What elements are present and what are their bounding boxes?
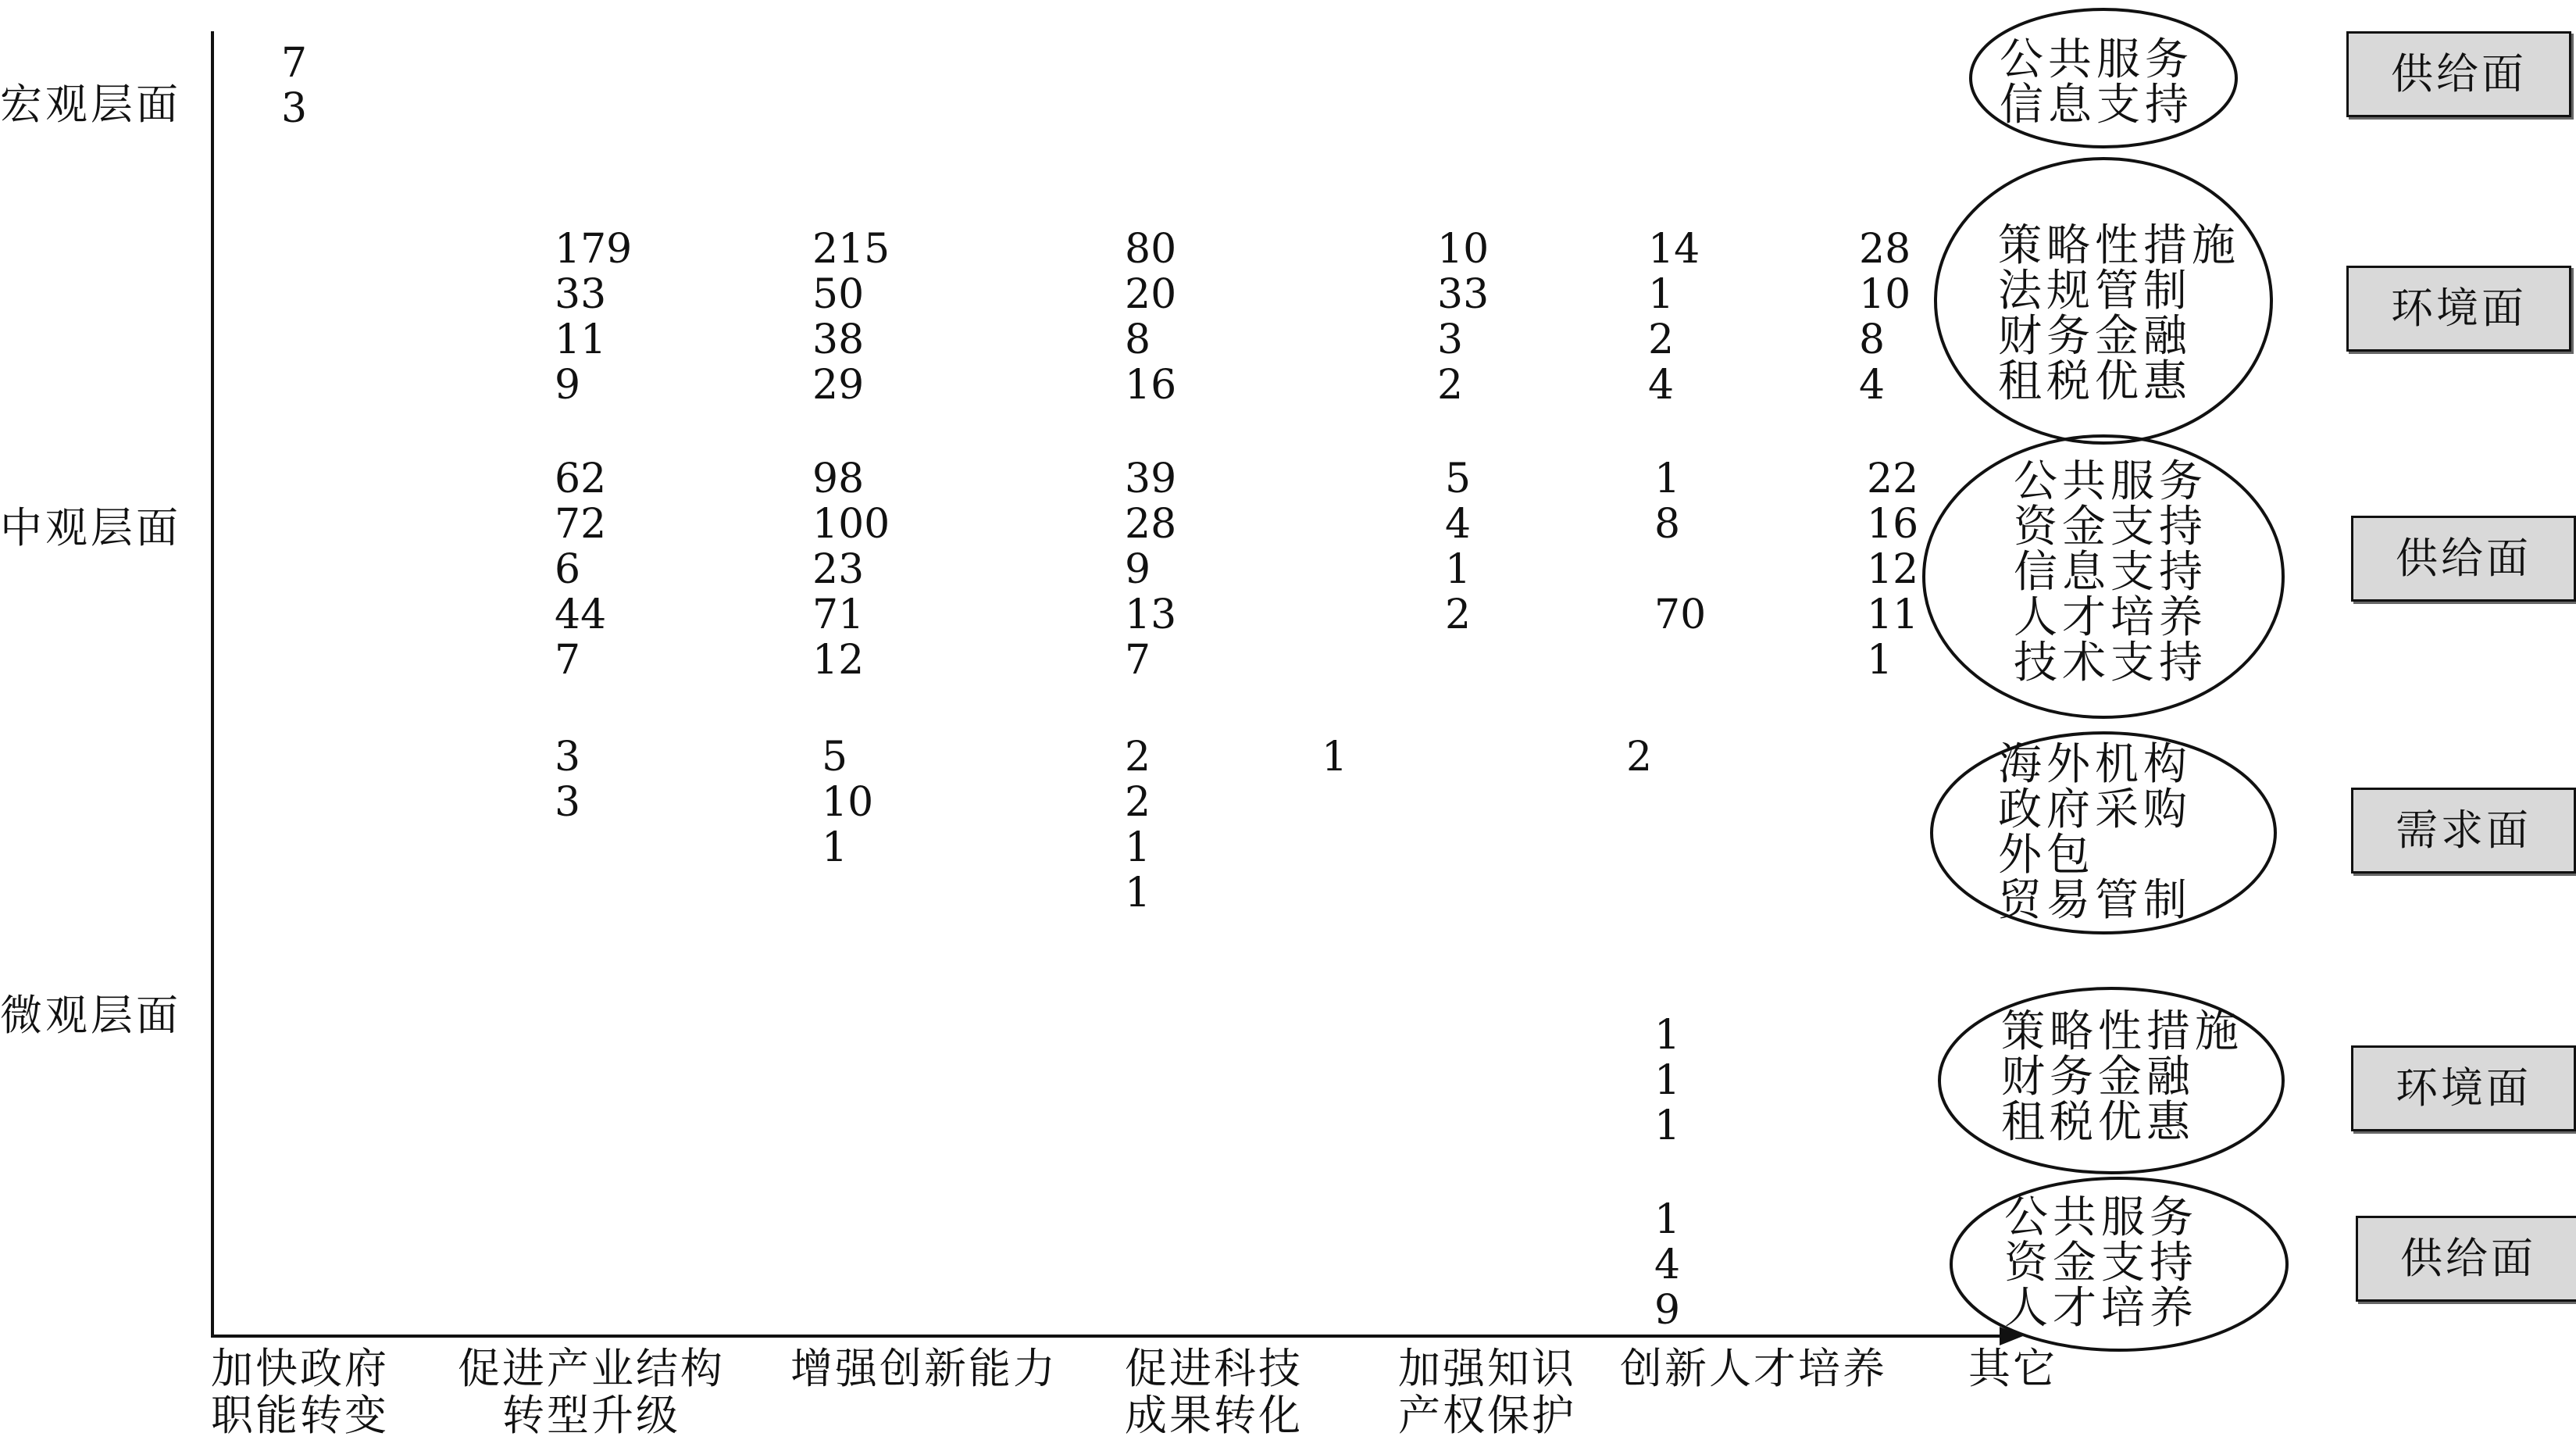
y-label-macro: 宏观层面	[0, 80, 181, 129]
cell-r3-c1: 3 3	[555, 734, 581, 826]
cell-r1-c6: 28 10 8 4	[1859, 226, 1911, 409]
y-label-meso: 中观层面	[0, 503, 181, 552]
cell-r3-c3b: 1	[1322, 734, 1348, 781]
cell-r3-c5: 2	[1626, 734, 1653, 781]
cell-r4-c5: 1 1 1	[1654, 1012, 1681, 1149]
aspect-box-3: 供给面	[2351, 516, 2576, 602]
aspect-box-4: 需求面	[2351, 788, 2576, 874]
cell-r2-c5: 1 8 70	[1654, 456, 1707, 638]
aspect-box-2: 环境面	[2346, 266, 2571, 352]
x-label-3: 促进科技 成果转化	[1125, 1344, 1303, 1440]
policy-group-1: 公共服务 信息支持	[2000, 34, 2193, 130]
y-label-micro: 微观层面	[0, 991, 181, 1040]
aspect-box-5: 环境面	[2351, 1045, 2576, 1131]
cell-r3-c2: 5 10 1	[822, 734, 874, 871]
cell-r2-c2: 98 100 23 71 12	[812, 456, 890, 684]
policy-group-3: 公共服务 资金支持 信息支持 人才培养 技术支持	[2014, 456, 2207, 688]
policy-group-5: 策略性措施 财务金融 租税优惠	[2001, 1006, 2243, 1148]
cell-r1-c3: 80 20 8 16	[1125, 226, 1177, 409]
policy-group-4: 海外机构 政府采购 外包 贸易管制	[1998, 739, 2192, 926]
cell-r3-c3: 2 2 1 1	[1125, 734, 1151, 917]
cell-r1-c2: 215 50 38 29	[812, 226, 890, 409]
policy-group-2: 策略性措施 法规管制 财务金融 租税优惠	[1998, 220, 2240, 407]
x-label-1: 促进产业结构 转型升级	[458, 1344, 725, 1440]
cell-r2-c6: 22 16 12 11 1	[1867, 456, 1919, 684]
cell-r5-c5: 1 4 9	[1654, 1196, 1681, 1334]
cell-r2-c4: 5 4 1 2	[1445, 456, 1472, 638]
cell-r2-c1: 62 72 6 44 7	[555, 456, 607, 684]
x-label-0: 加快政府 职能转变	[211, 1344, 389, 1440]
x-label-2: 增强创新能力	[790, 1344, 1058, 1393]
aspect-box-6: 供给面	[2356, 1216, 2576, 1302]
cell-r2-c3: 39 28 9 13 7	[1125, 456, 1177, 684]
x-label-4: 加强知识 产权保护	[1398, 1344, 1576, 1440]
cell-r1-c4: 10 33 3 2	[1437, 226, 1490, 409]
x-label-6: 其它	[1968, 1344, 2057, 1393]
policy-group-6: 公共服务 资金支持 人才培养	[2004, 1192, 2198, 1334]
cell-r1-c5: 14 1 2 4	[1648, 226, 1700, 409]
cell-r0-c0: 7 3	[281, 40, 308, 132]
x-label-5: 创新人才培养	[1620, 1344, 1887, 1393]
cell-r1-c1: 179 33 11 9	[555, 226, 633, 409]
aspect-box-1: 供给面	[2346, 31, 2571, 117]
